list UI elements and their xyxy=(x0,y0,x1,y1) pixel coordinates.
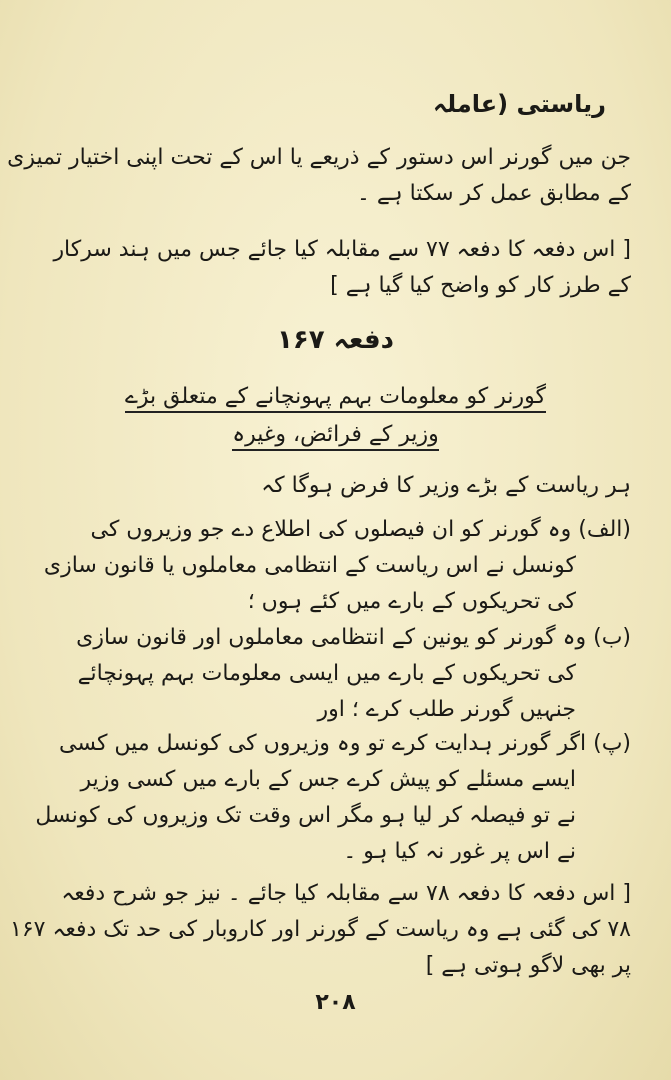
section-title-line-2 xyxy=(0,422,671,447)
clause-be xyxy=(40,620,631,728)
clause-line: ایسے مسئلے کو پیش کرے جس کے بارے میں کسی وزیر xyxy=(80,767,576,792)
note-1-line: [ اس دفعہ کا دفعہ ۷۷ سے مقابلہ کیا جائے جس میں ہند سرکار xyxy=(53,237,631,262)
clause-alif xyxy=(40,512,631,620)
clause-line: کونسل نے اس ریاست کے انتظامی معاملوں یا قانون سازی xyxy=(43,553,576,578)
section-title-text-2: وزیر کے فرائض، وغیرہ xyxy=(232,422,439,451)
clause-pe xyxy=(35,726,631,870)
paragraph-1-line: کے مطابق عمل کر سکتا ہے ۔ xyxy=(356,181,631,206)
clause-line: (پ) اگر گورنر ہدایت کرے تو وہ وزیروں کی کونسل میں کسی xyxy=(59,731,631,756)
note-1 xyxy=(40,232,631,304)
note-2-line: ۷۸ کی گئی ہے وہ ریاست کے گورنر اور کاروبار کی حد تک دفعہ ۱۶۷ xyxy=(10,917,631,942)
intro-line: ہر ریاست کے بڑے وزیر کا فرض ہوگا کہ xyxy=(261,473,631,498)
clause-line: (الف) وہ گورنر کو ان فیصلوں کی اطلاع دے جو وزیروں کی xyxy=(90,517,631,542)
intro-paragraph xyxy=(40,468,631,504)
note-2 xyxy=(10,876,631,984)
clause-line: (ب) وہ گورنر کو یونین کے انتظامی معاملوں اور قانون سازی xyxy=(76,625,631,650)
note-2-line: پر بھی لاگو ہوتی ہے ] xyxy=(425,953,631,978)
clause-line: جنہیں گورنر طلب کرے ؛ اور xyxy=(317,697,576,722)
section-title-line-1 xyxy=(0,384,671,409)
paragraph-1-line: جن میں گورنر اس دستور کے ذریعے یا اس کے تحت اپنی اختیار تمیزی xyxy=(7,145,631,170)
clause-line: کی تحریکوں کے بارے میں ایسی معلومات بہم پہونچائے xyxy=(77,661,576,686)
note-1-line: کے طرز کار کو واضح کیا گیا ہے ] xyxy=(330,273,631,298)
clause-line: نے اس پر غور نہ کیا ہو ۔ xyxy=(343,839,576,864)
section-heading: دفعہ ۱۶۷ xyxy=(277,325,394,355)
note-2-line: [ اس دفعہ کا دفعہ ۷۸ سے مقابلہ کیا جائے ۔ نیز جو شرح دفعہ xyxy=(61,881,631,906)
paragraph-1 xyxy=(7,140,631,212)
clause-line: کی تحریکوں کے بارے میں کئے ہوں ؛ xyxy=(247,589,576,614)
clause-line: نے تو فیصلہ کر لیا ہو مگر اس وقت تک وزیروں کی کونسل xyxy=(35,803,576,828)
running-head: ریاستی (عاملہ xyxy=(433,90,606,118)
section-title-text-1: گورنر کو معلومات بہم پہونچانے کے متعلق بڑے xyxy=(125,384,546,413)
page-number: ۲۰۸ xyxy=(315,990,356,1015)
